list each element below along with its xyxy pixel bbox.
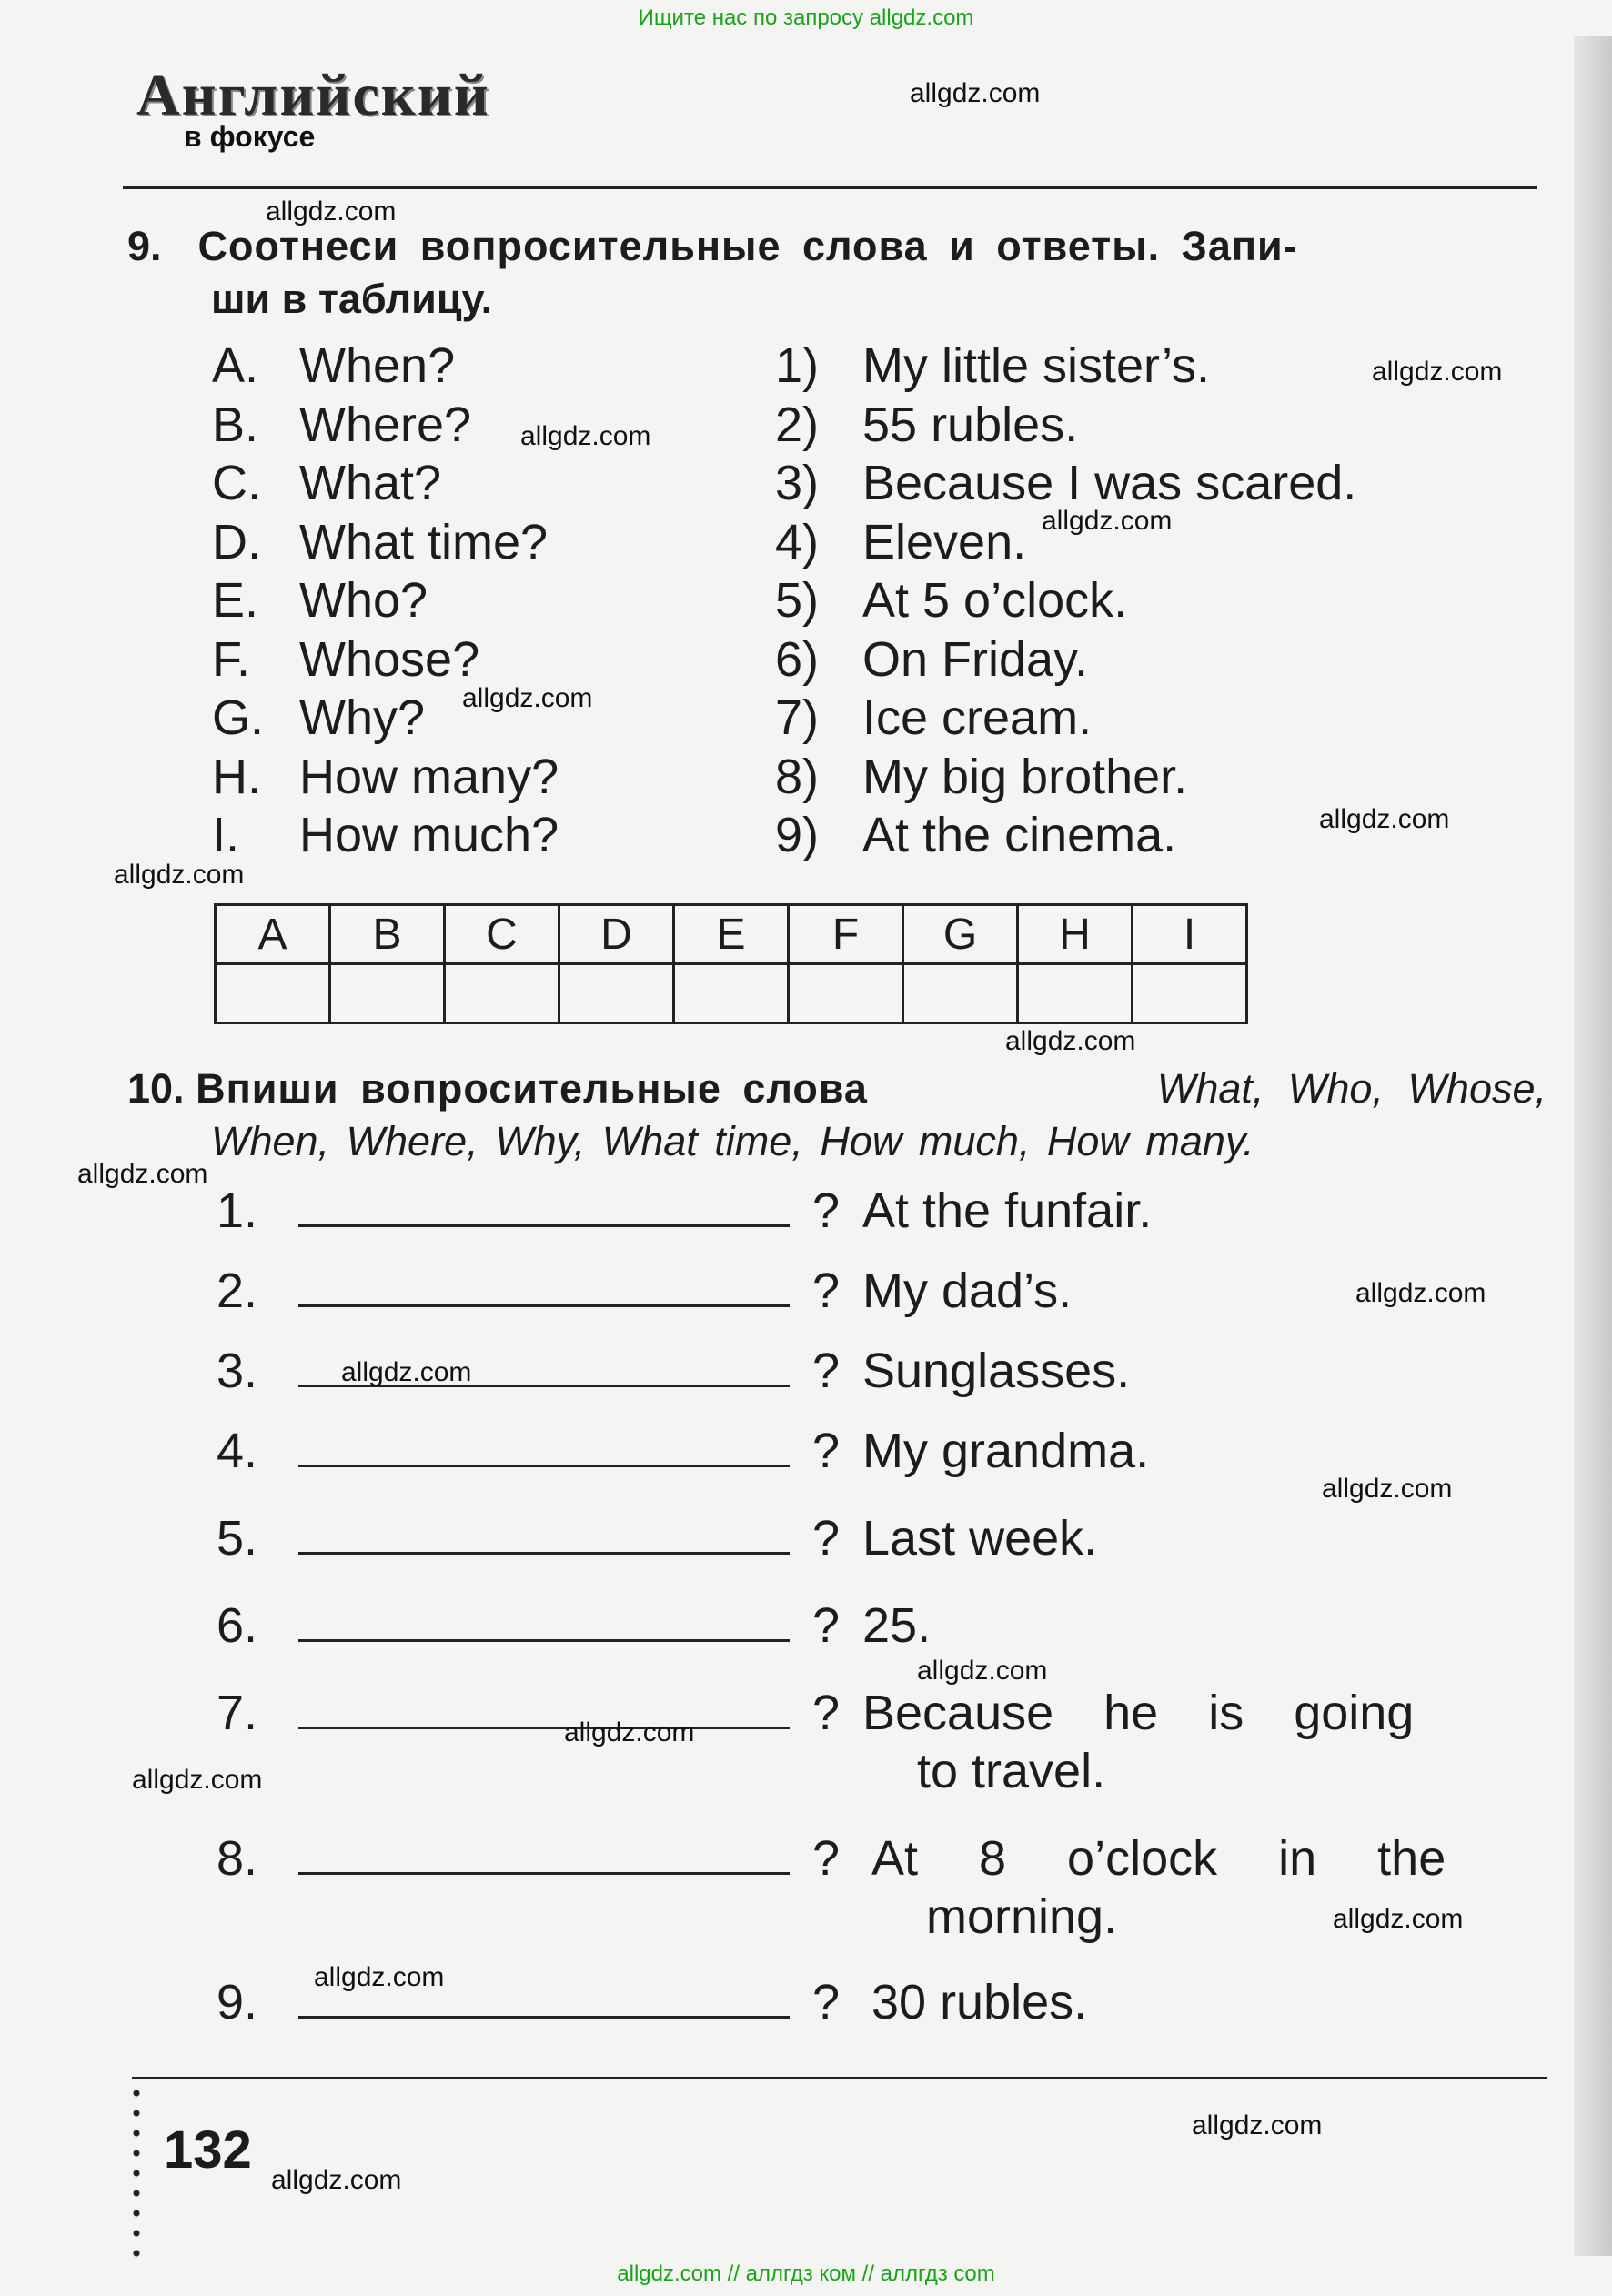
- answer-cell[interactable]: [445, 964, 559, 1023]
- answer-cell[interactable]: [559, 964, 674, 1023]
- logo-title: Английский: [136, 62, 490, 128]
- book-logo: [136, 62, 490, 166]
- question-item: E. Who?: [212, 573, 428, 628]
- task10-words-line1: What, Who, Whose,: [1156, 1065, 1547, 1112]
- fill-item: 9. ? 30 rubles.: [217, 1975, 1088, 2029]
- watermark: allgdz.com: [1322, 1474, 1453, 1504]
- answer-table: [214, 903, 1248, 1024]
- question-item: A. When?: [212, 338, 456, 393]
- watermark: allgdz.com: [114, 860, 245, 890]
- watermark: allgdz.com: [77, 1159, 208, 1189]
- blank-input[interactable]: [298, 1597, 790, 1642]
- watermark: allgdz.com: [1042, 506, 1173, 536]
- table-header-cell: F: [789, 905, 903, 964]
- table-header-row: [216, 905, 1247, 964]
- watermark: allgdz.com: [520, 421, 651, 451]
- fill-item: 4. ? My grandma.: [217, 1424, 1150, 1478]
- table-header-cell: B: [330, 905, 445, 964]
- watermark: allgdz.com: [462, 683, 593, 713]
- watermark: allgdz.com: [1005, 1026, 1136, 1056]
- answer-item: 1) My little sister’s.: [775, 338, 1211, 393]
- answer-cell[interactable]: [789, 964, 903, 1023]
- table-header-cell: G: [903, 905, 1018, 964]
- question-words-list: [212, 337, 559, 865]
- answer-item: 8) My big brother.: [775, 749, 1188, 804]
- watermark: allgdz.com: [1372, 357, 1503, 387]
- watermark: allgdz.com: [341, 1357, 472, 1387]
- answer-cell[interactable]: [1018, 964, 1133, 1023]
- answer-cell[interactable]: [216, 964, 330, 1023]
- fill-item: 1. ? At the funfair.: [217, 1183, 1153, 1238]
- question-item: G. Why?: [212, 690, 426, 745]
- footer-dots: [133, 2083, 140, 2265]
- watermark: allgdz.com: [1355, 1278, 1486, 1308]
- table-header-cell: D: [559, 905, 674, 964]
- watermark: allgdz.com: [314, 1962, 445, 1992]
- fill-item: 2. ? My dad’s.: [217, 1264, 1073, 1318]
- blank-input[interactable]: [298, 1423, 790, 1467]
- fill-item: 8. ? At 8 o’clock in the: [217, 1831, 1446, 1886]
- task9-instruction-line1: Соотнеси вопросительные слова и ответы. Запи-: [197, 223, 1298, 269]
- task10-words-line2: When, Where, Why, What time, How much, How many.: [211, 1118, 1254, 1164]
- question-item: B. Where?: [212, 397, 472, 452]
- task10-number: 10.: [127, 1065, 185, 1112]
- answers-list: [775, 337, 1356, 865]
- answer-item: 5) At 5 o’clock.: [775, 573, 1128, 628]
- watermark: allgdz.com: [266, 196, 397, 227]
- task9-number: 9.: [127, 223, 162, 269]
- fill-item-continuation: morning.: [926, 1889, 1118, 1944]
- fill-item: 7. ? Because he is going: [217, 1686, 1415, 1740]
- fill-item: 5. ? Last week.: [217, 1511, 1098, 1566]
- blank-input[interactable]: [298, 1685, 790, 1729]
- blank-input[interactable]: [298, 1510, 790, 1555]
- question-item: H. How many?: [212, 749, 559, 804]
- page-edge-shadow: [1574, 36, 1612, 2256]
- top-note: Ищите нас по запросу allgdz.com: [638, 5, 974, 30]
- watermark: allgdz.com: [564, 1717, 695, 1747]
- table-header-cell: H: [1018, 905, 1133, 964]
- question-item: C. What?: [212, 456, 442, 510]
- footer-rule: [132, 2077, 1547, 2079]
- answer-item: 2) 55 rubles.: [775, 397, 1079, 452]
- question-item: D. What time?: [212, 514, 549, 569]
- watermark: allgdz.com: [1333, 1904, 1464, 1934]
- watermark: allgdz.com: [132, 1765, 263, 1795]
- bottom-note: allgdz.com // аллгдз ком // аллгдз com: [617, 2261, 995, 2286]
- answer-item: 6) On Friday.: [775, 631, 1089, 687]
- page-number: 132: [164, 2120, 252, 2180]
- answer-cell[interactable]: [674, 964, 789, 1023]
- watermark: allgdz.com: [1192, 2110, 1323, 2140]
- header-rule: [123, 186, 1537, 189]
- answer-item: 7) Ice cream.: [775, 690, 1093, 745]
- table-header-cell: A: [216, 905, 330, 964]
- question-item: I. How much?: [212, 808, 559, 862]
- blank-input[interactable]: [298, 1183, 790, 1227]
- fill-item-continuation: to travel.: [917, 1744, 1106, 1798]
- task10-instruction: [127, 1062, 1547, 1168]
- answer-cell[interactable]: [1133, 964, 1247, 1023]
- watermark: allgdz.com: [917, 1656, 1048, 1686]
- task10-instruction-bold: Впиши вопросительные слова: [196, 1065, 868, 1112]
- table-header-cell: E: [674, 905, 789, 964]
- watermark: allgdz.com: [271, 2165, 402, 2195]
- answer-cell[interactable]: [330, 964, 445, 1023]
- blank-input[interactable]: [298, 1263, 790, 1307]
- answer-item: 3) Because I was scared.: [775, 456, 1357, 510]
- blank-input[interactable]: [298, 1830, 790, 1875]
- watermark: allgdz.com: [1319, 804, 1450, 834]
- logo-subtitle: в фокусе: [184, 120, 316, 153]
- table-header-cell: I: [1133, 905, 1247, 964]
- table-answer-row: [216, 964, 1247, 1023]
- task9-instruction-line2: ши в таблицу.: [211, 276, 493, 322]
- fill-item: 6. ? 25.: [217, 1598, 932, 1653]
- question-item: F. Whose?: [212, 631, 480, 687]
- watermark: allgdz.com: [910, 78, 1041, 108]
- task9-instruction: [127, 220, 1547, 326]
- fill-item: 3. ? Sunglasses.: [217, 1344, 1131, 1398]
- answer-item: 4) Eleven.: [775, 514, 1027, 569]
- table-header-cell: C: [445, 905, 559, 964]
- answer-cell[interactable]: [903, 964, 1018, 1023]
- answer-item: 9) At the cinema.: [775, 808, 1177, 862]
